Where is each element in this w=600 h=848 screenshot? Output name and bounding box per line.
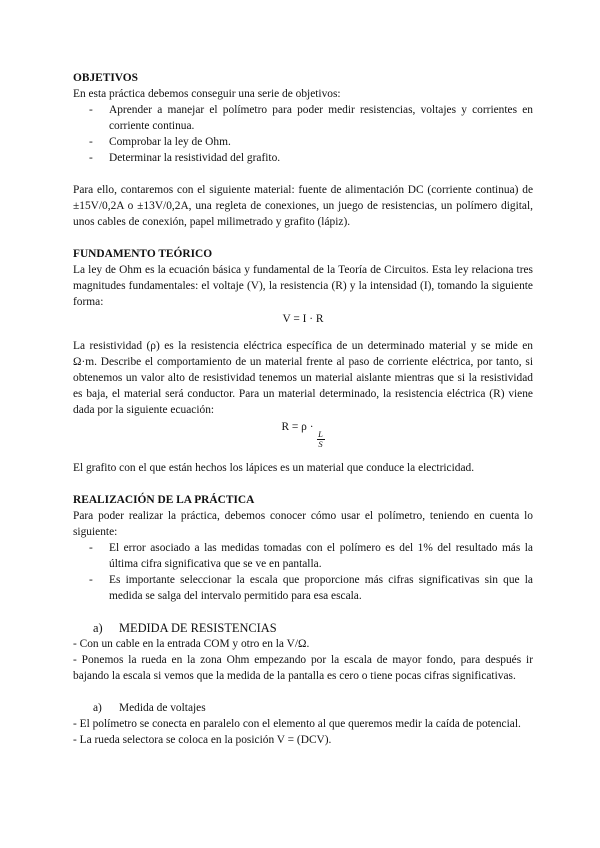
subheading-voltajes: a) Medida de voltajes [93,702,206,714]
list-item: - Comprobar la ley de Ohm. [89,136,231,148]
voltajes-line-1: - El polímetro se conecta en paralelo con el elemento al que queremos medir la caída de potencial. [73,718,521,730]
heading-objetivos: OBJETIVOS [73,72,138,84]
fraction: $\frac{L}{S}$ [318,429,323,449]
voltajes-line-2: - La rueda selectora se coloca en la posición V = (DCV). [73,734,332,746]
fundamento-paragraph-2: La resistividad (ρ) es la resistencia eléctrica específica de un determinado material y se mide en Ω·m. Describe el comportamiento de un material frente al paso de corriente eléctrica, por tanto, si obtenemos un valor alto de resistividad tenemos un material aislante mientras que si la resistividad es baja, el material será conductor. Para un material determinado, la resistencia eléctrica (R) viene dada por la siguiente ecuación: [73,340,533,416]
realizacion-list [73,540,533,604]
formula-ohm: V = I · R [282,313,324,325]
fundamento-paragraph-3: El grafito con el que están hechos los lápices es un material que conduce la electricidad. [73,462,475,474]
formula-resistivity: R = ρ · $\frac{L}{S}$ [281,421,323,449]
resistencias-line-2: - Ponemos la rueda en la zona Ohm empezando por la escala de mayor fondo, para después ir bajando la escala si vemos que la medida de la pantalla es cero o tiene pocas cifras significativas. [73,654,533,682]
realizacion-intro: Para poder realizar la práctica, debemos conocer cómo usar el polímetro, teniendo en cuenta lo siguiente: [73,510,533,538]
list-item: - Es importante seleccionar la escala que proporcione más cifras significativas sin que la medida se salga del intervalo permitido para esa escala. [89,574,533,602]
list-item: - El error asociado a las medidas tomadas con el polímero es del 1% del resultado más la última cifra significativa que se ve en pantalla. [89,542,533,570]
fundamento-paragraph-1: La ley de Ohm es la ecuación básica y fundamental de la Teoría de Circuitos. Esta ley relaciona tres magnitudes fundamentales: el voltaje (V), la resistencia (R) y la intensidad (I), tomando la siguiente forma: [73,264,533,308]
heading-fundamento: FUNDAMENTO TEÓRICO [73,248,213,260]
document-page [73,70,533,748]
heading-realizacion: REALIZACIÓN DE LA PRÁCTICA [73,494,255,506]
list-item: - Determinar la resistividad del grafito. [89,152,281,164]
resistencias-line-1: - Con un cable en la entrada COM y otro en la V/Ω. [73,638,310,650]
objetivos-list [73,102,533,166]
subheading-resistencias: a) MEDIDA DE RESISTENCIAS [93,621,277,635]
list-item: - Aprender a manejar el polímetro para poder medir resistencias, voltajes y corrientes en corriente continua. [89,104,533,132]
objetivos-intro: En esta práctica debemos conseguir una serie de objetivos: [73,88,341,100]
material-paragraph: Para ello, contaremos con el siguiente material: fuente de alimentación DC (corriente continua) de ±15V/0,2A o ±13V/0,2A, una regleta de conexiones, un juego de resistencias, un polímero digital, unos cables de conexión, papel milimetrado y grafito (lápiz). [73,184,533,228]
